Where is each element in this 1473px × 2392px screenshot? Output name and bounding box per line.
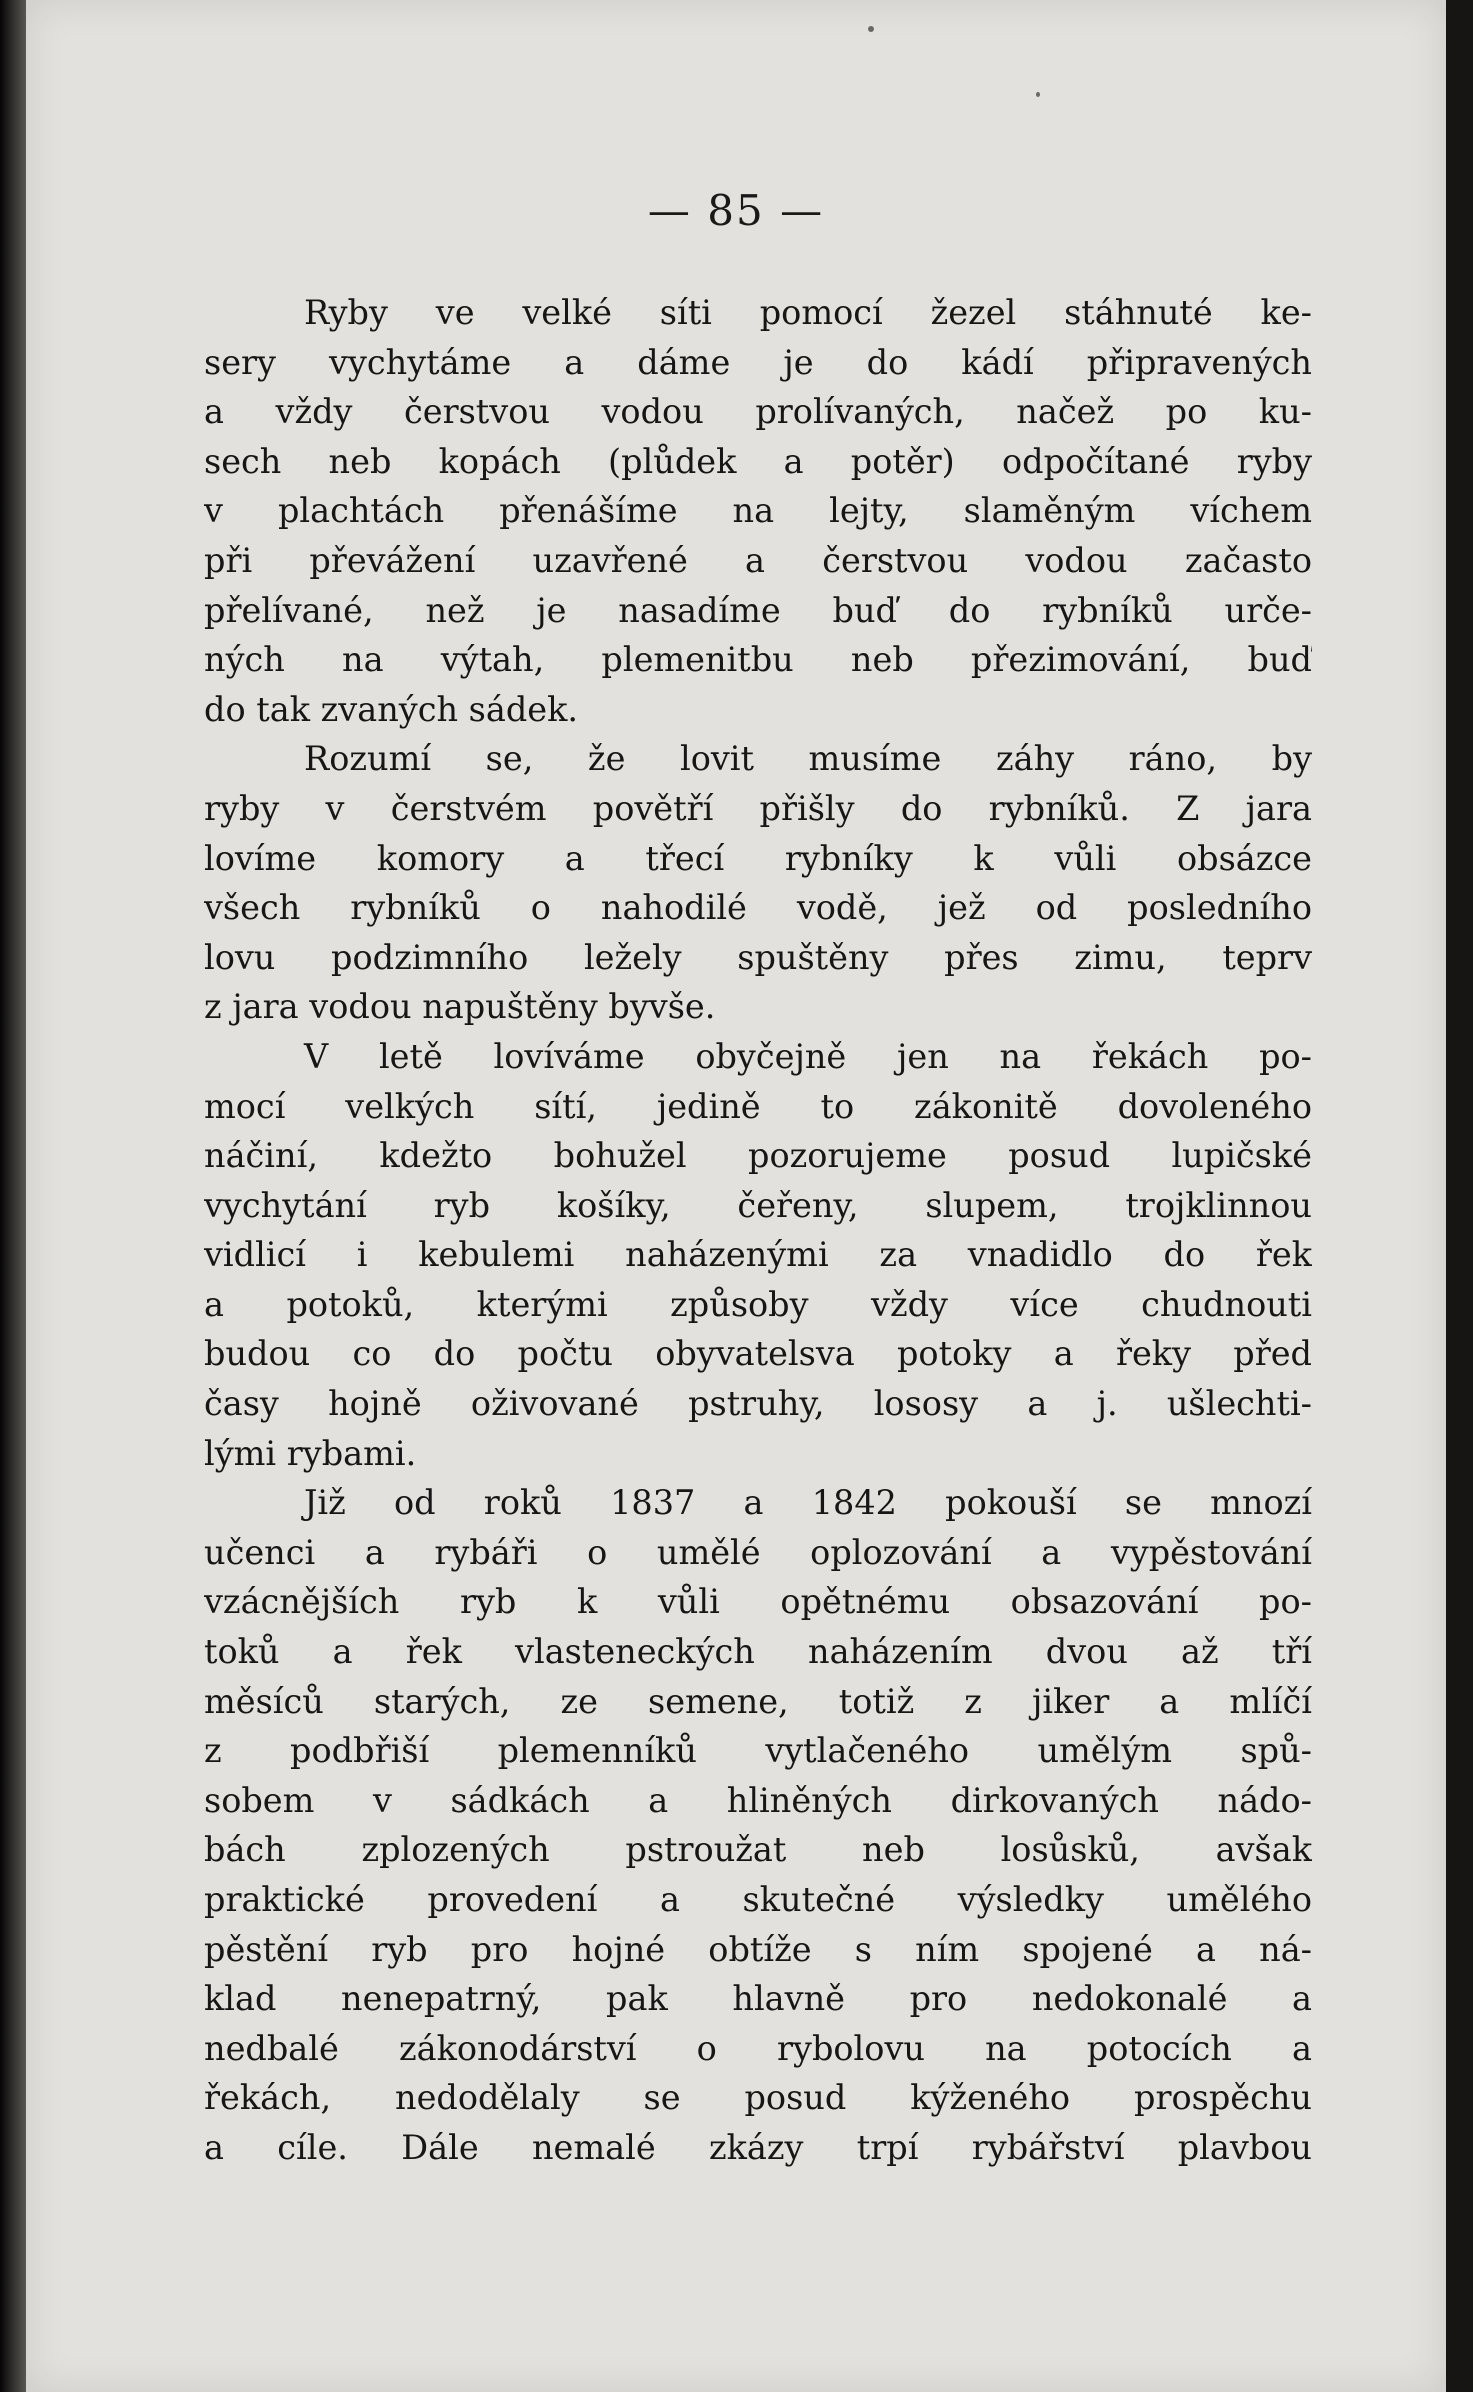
text-line: lovu podzimního ležely spuštěny přes zimu, teprv <box>204 937 1312 977</box>
paper-speck <box>1036 92 1040 97</box>
text-line: ryby v čerstvém povětří přišly do rybníků. Z jara <box>204 788 1312 828</box>
text-line: z jara vodou napuštěny byvše. <box>204 987 716 1027</box>
text-line: pěstění ryb pro hojné obtíže s ním spojené a ná- <box>204 1929 1312 1969</box>
page-edge-shadow <box>0 0 26 2392</box>
text-line: všech rybníků o nahodilé vodě, jež od posledního <box>204 888 1312 928</box>
text-line: v plachtách přenášíme na lejty, slaměným víchem <box>204 491 1312 531</box>
book-page <box>26 0 1446 2392</box>
text-line: toků a řek vlasteneckých naházením dvou až tří <box>204 1632 1312 1672</box>
body-text <box>204 288 1312 2173</box>
text-line: lovíme komory a třecí rybníky k vůli obsázce <box>204 838 1312 878</box>
text-line: bách zplozených pstroužat neb losůsků, avšak <box>204 1830 1312 1870</box>
text-line: sech neb kopách (plůdek a potěr) odpočítané ryby <box>204 441 1312 481</box>
text-line: vychytání ryb košíky, čeřeny, slupem, trojklinnou <box>204 1185 1312 1225</box>
text-line: do tak zvaných sádek. <box>204 689 579 729</box>
text-line: budou co do počtu obyvatelsva potoky a řeky před <box>204 1334 1312 1374</box>
text-line: nedbalé zákonodárství o rybolovu na potocích a <box>204 2028 1312 2068</box>
text-line: Ryby ve velké síti pomocí žezel stáhnuté ke- <box>304 293 1312 332</box>
text-line: časy hojně oživované pstruhy, lososy a j. ušlechti- <box>204 1384 1312 1424</box>
paper-speck <box>868 26 874 32</box>
text-line: Rozumí se, že lovit musíme záhy ráno, by <box>304 739 1312 779</box>
text-line: měsíců starých, ze semene, totiž z jiker a mlíčí <box>204 1681 1312 1721</box>
text-line: sery vychytáme a dáme je do kádí připravených <box>204 342 1312 382</box>
text-line: řekách, nedodělaly se posud kýženého prospěchu <box>204 2078 1312 2118</box>
text-line: a vždy čerstvou vodou prolívaných, načež po ku- <box>204 392 1312 432</box>
text-line: náčiní, kdežto bohužel pozorujeme posud lupičské <box>204 1136 1312 1176</box>
text-line: V letě lovíváme obyčejně jen na řekách po- <box>304 1036 1312 1076</box>
text-line: praktické provedení a skutečné výsledky umělého <box>204 1880 1312 1919</box>
text-line: vzácnějších ryb k vůli opětnému obsazování po- <box>204 1582 1312 1622</box>
text-line: Již od roků 1837 a 1842 pokouší se mnozí <box>304 1483 1312 1523</box>
text-line: a cíle. Dále nemalé zkázy trpí rybářství plavbou <box>204 2127 1312 2167</box>
text-line: klad nenepatrný, pak hlavně pro nedokonalé a <box>204 1979 1312 2019</box>
text-line: učenci a rybáři o umělé oplozování a vypěstování <box>204 1532 1312 1572</box>
text-line: lými rybami. <box>204 1433 417 1473</box>
text-line: vidlicí i kebulemi naházenými za vnadidlo do řek <box>204 1235 1312 1275</box>
text-line: sobem v sádkách a hliněných dirkovaných nádo- <box>204 1780 1312 1820</box>
text-line: mocí velkých sítí, jedině to zákonitě dovoleného <box>204 1086 1312 1126</box>
text-line: z podbřiší plemenníků vytlačeného umělým spů- <box>204 1731 1312 1771</box>
text-line: ných na výtah, plemenitbu neb přezimování, buď <box>204 640 1312 680</box>
page-number: — 85 — <box>647 186 825 235</box>
text-line: a potoků, kterými způsoby vždy více chudnouti <box>204 1284 1312 1324</box>
text-line: přelívané, než je nasadíme buď do rybníků urče- <box>204 590 1312 630</box>
text-line: při převážení uzavřené a čerstvou vodou začasto <box>204 540 1312 580</box>
